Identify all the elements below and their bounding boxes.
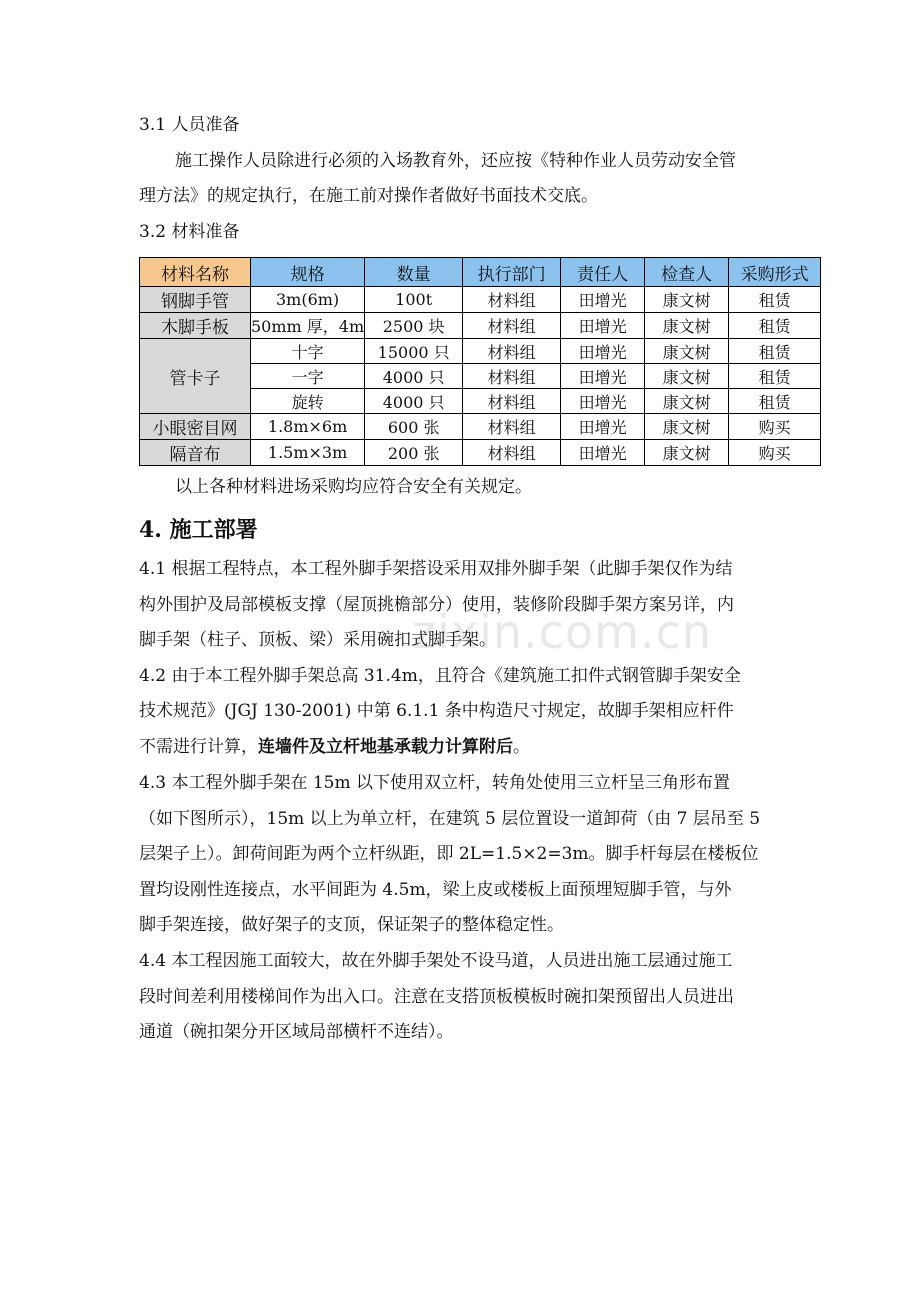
qty-cell: 2500 块 [365,313,463,339]
buy-cell: 租赁 [729,287,821,313]
resp-cell: 田增光 [561,440,645,466]
paragraph-line: 4.4 本工程因施工面较大，故在外脚手架处不设马道，人员进出施工层通过施工 [139,951,733,971]
paragraph-line: 层架子上）。卸荷间距为两个立杆纵距，即 2L=1.5×2=3m。脚手杆每层在楼板位 [139,844,759,864]
check-cell: 康文树 [645,440,729,466]
buy-cell: 租赁 [729,339,821,364]
check-cell: 康文树 [645,339,729,364]
check-cell: 康文树 [645,414,729,440]
section-4-heading: 4. 施工部署 [139,517,258,543]
paragraph-line: 4.2 由于本工程外脚手架总高 31.4m，且符合《建筑施工扣件式钢管脚手架安全 [139,666,741,686]
dept-cell: 材料组 [463,414,561,440]
table-row [140,339,821,364]
materials-table [139,257,821,466]
buy-cell: 租赁 [729,364,821,389]
spec-cell: 1.8m×6m [251,414,365,440]
qty-cell: 100t [365,287,463,313]
paragraph-line: 段时间差利用楼梯间作为出入口。注意在支搭顶板模板时碗扣架预留出人员进出 [139,987,734,1007]
dept-cell: 材料组 [463,389,561,414]
section-3-2-heading: 3.2 材料准备 [139,222,240,242]
material-name-cell: 钢脚手管 [140,287,251,313]
resp-cell: 田增光 [561,313,645,339]
spec-cell: 一字 [251,364,365,389]
qty-cell: 200 张 [365,440,463,466]
check-cell: 康文树 [645,364,729,389]
watermark: zixin.com.cn [412,605,713,659]
qty-cell: 4000 只 [365,364,463,389]
buy-cell: 购买 [729,414,821,440]
dept-cell: 材料组 [463,440,561,466]
header-cell: 采购形式 [729,258,821,287]
paragraph-line: 4.3 本工程外脚手架在 15m 以下使用双立杆，转角处使用三立杆呈三角形布置 [139,773,730,793]
check-cell: 康文树 [645,287,729,313]
dept-cell: 材料组 [463,313,561,339]
paragraph-line: 通道（碗扣架分开区域局部横杆不连结）。 [139,1022,454,1042]
table-row [140,287,821,313]
qty-cell: 4000 只 [365,389,463,414]
resp-cell: 田增光 [561,389,645,414]
plain-text: 不需进行计算， [139,737,258,757]
material-name-cell: 隔音布 [140,440,251,466]
section-3-1-heading: 3.1 人员准备 [139,115,240,135]
dept-cell: 材料组 [463,364,561,389]
resp-cell: 田增光 [561,414,645,440]
header-cell: 数量 [365,258,463,287]
resp-cell: 田增光 [561,364,645,389]
table-header-row [140,258,821,287]
material-name-cell: 小眼密目网 [140,414,251,440]
spec-cell: 旋转 [251,389,365,414]
table-row [140,414,821,440]
buy-cell: 租赁 [729,313,821,339]
header-cell: 责任人 [561,258,645,287]
table-row [140,440,821,466]
plain-text: 。 [513,737,530,757]
check-cell: 康文树 [645,313,729,339]
material-name-cell: 管卡子 [140,339,251,414]
spec-cell: 1.5m×3m [251,440,365,466]
header-cell: 检查人 [645,258,729,287]
paragraph-line: 置均设刚性连接点，水平间距为 4.5m，梁上皮或楼板上面预埋短脚手管，与外 [139,880,732,900]
header-cell: 规格 [251,258,365,287]
qty-cell: 15000 只 [365,339,463,364]
paragraph-line: 4.1 根据工程特点，本工程外脚手架搭设采用双排外脚手架（此脚手架仅作为结 [139,559,733,579]
dept-cell: 材料组 [463,339,561,364]
qty-cell: 600 张 [365,414,463,440]
paragraph-line: 构外围护及局部模板支撑（屋顶挑檐部分）使用，装修阶段脚手架方案另详，内 [139,595,734,615]
table-note: 以上各种材料进场采购均应符合安全有关规定。 [175,477,532,497]
bold-text: 连墙件及立杆地基承载力计算附后 [258,737,513,757]
paragraph-line: 脚手架（柱子、顶板、梁）采用碗扣式脚手架。 [139,630,496,650]
paragraph-line [139,736,530,758]
spec-cell: 50mm 厚，4m [251,313,365,339]
paragraph-line: 施工操作人员除进行必须的入场教育外，还应按《特种作业人员劳动安全管 [175,151,736,171]
header-cell: 材料名称 [140,258,251,287]
paragraph-line: 脚手架连接，做好架子的支顶，保证架子的整体稳定性。 [139,915,564,935]
buy-cell: 购买 [729,440,821,466]
spec-cell: 十字 [251,339,365,364]
buy-cell: 租赁 [729,389,821,414]
material-name-cell: 木脚手板 [140,313,251,339]
resp-cell: 田增光 [561,339,645,364]
spec-cell: 3m(6m) [251,287,365,313]
paragraph-line: （如下图所示），15m 以上为单立杆，在建筑 5 层位置设一道卸荷（由 7 层吊至 5 [139,809,761,829]
paragraph-line: 理方法》的规定执行，在施工前对操作者做好书面技术交底。 [139,186,598,206]
paragraph-line: 技术规范》(JGJ 130-2001) 中第 6.1.1 条中构造尺寸规定，故脚手架相应杆件 [139,701,734,721]
resp-cell: 田增光 [561,287,645,313]
check-cell: 康文树 [645,389,729,414]
table-row [140,313,821,339]
header-cell: 执行部门 [463,258,561,287]
dept-cell: 材料组 [463,287,561,313]
